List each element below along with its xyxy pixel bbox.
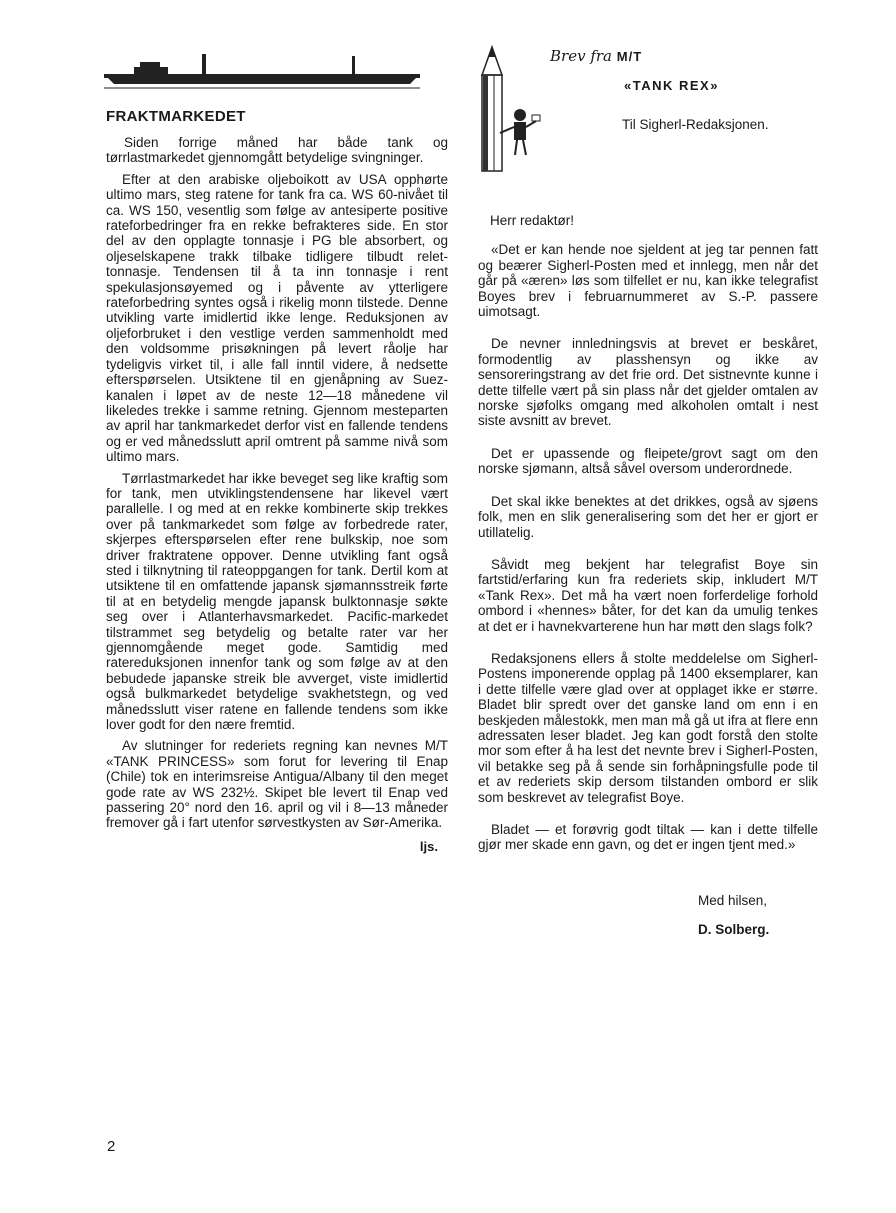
article-paragraph: Av slutninger for rederiets regning kan nevnes M/T «TANK PRINCESS» som forut for levering til Enap (Chile) tok en interimsreise Antigua/Albany til den meget gode rate av WS 232½. Skipet ble levert til Enap ved passering 20° nord den 16. april og vil i 8—13 måneder fremover gå i fart utenfor sørvestkysten av Sør-Amerika.: [106, 738, 448, 831]
tanker-ship-illustration: [104, 50, 422, 92]
letter-paragraph: Såvidt meg bekjent har telegrafist Boye sin fartstid/erfaring kun fra rederiets skip, inkludert M/T «Tank Rex». Det må ha vært noen forferdelige forhold ombord i «hennes» båter, for det kan da umulig tenkes at det er i havnekvarterene hun har møtt den slags folk?: [478, 556, 818, 634]
article-title: FRAKTMARKEDET: [106, 108, 246, 125]
letter-addressee: Til Sigherl-Redaksjonen.: [622, 117, 769, 132]
letter-body: [478, 213, 818, 853]
letter-paragraph: «Det er kan hende noe sjeldent at jeg tar pennen fatt og beærer Sigherl-Posten med et innlegg, men når det går på «æren» løs som tilfellet er nu, kan ikke telegrafist Boyes brev i februarnummeret av S.-P. passere uimotsagt.: [478, 242, 818, 320]
article-paragraph: Efter at den arabiske oljeboikott av USA opphørte ultimo mars, steg ratene for tank fra ca. WS 60-nivået til ca. WS 150, vesentlig som følge av antesiperte positive rateforbedringer fra en rekke befrakteres side. En stor del av den opplagte tonnasje i PG ble absorbert, og oljeselskapene trakk tilbake tidligere tilbudt relet-tonnasje. Tendensen til å ta inn tonnasje i rent spekulasjonsøyemed og i påvente av ytterligere rateforbedring syntes også i rikelig monn tilstede. Denne utvikling varte imidlertid ikke lenge. Reduksjonen av oljeforbruket i den vestlige verden sammenholdt med den voldsomme prisøkningen på levert råolje har tydeligvis virket til, i alle fall inntil videre, å nedsette efterspørselen. Utsiktene til en gjenåpning av Suez-kanalen i løpet av de neste 12—18 månedene vil likeledes trekke i samme retning. Gjennom mesteparten av april har tankmarkedet derfor vist en fallende tendens og er ved månedsslutt april omtrent på samme nivå som ultimo mars.: [106, 171, 448, 465]
article-fraktmarkedet: [106, 50, 448, 854]
letter-heading-script: Brev fra: [550, 47, 612, 65]
page-number: 2: [107, 1138, 116, 1155]
article-signature: ljs.: [419, 838, 438, 854]
letter-paragraph: De nevner innledningsvis at brevet er beskåret, formodentlig av plasshensyn og ikke av sensoreringstrang av det frie ord. Det sistnevnte kunne i dette tilfelle vært på sin plass når det gjelder omtalen av norske sjøfolks omgang med alkoholen omtalt i nest siste avsnitt av brevet.: [478, 336, 818, 429]
letter-closing: [478, 893, 818, 937]
letter-salutation: Herr redaktør!: [490, 213, 575, 228]
letter-paragraph: Bladet — et forøvrig godt tiltak — kan i dette tilfelle gjør mer skade enn gavn, og det er ingen tjent med.»: [478, 822, 818, 853]
closing-greeting: Med hilsen,: [698, 892, 768, 908]
letter-paragraph: Det er upassende og fleipete/grovt sagt om den norske sjømann, altså såvel oversom underordnede.: [478, 445, 818, 477]
letter-header: [478, 45, 818, 165]
letter-tank-rex: [478, 45, 818, 937]
letter-heading: [550, 47, 642, 65]
ship-name: «TANK REX»: [624, 78, 719, 93]
pencil-cartoon-icon: [478, 45, 548, 173]
letter-signer: D. Solberg.: [698, 921, 770, 937]
article-paragraph: Tørrlastmarkedet har ikke beveget seg like kraftig som for tank, men utviklingstendensene har likevel vært parallelle. I og med at en rekke kombinerte skip trekkes over på tankmarkedet som følge av forbedrede rater, skjerpes efterspørselen efter rene bulkskip, noe som driver fraktratene oppover. Denne utvikling fant også sted i tilknytning til rateoppgangen for tank. Dertil kom at utsiktene til en omfattende japansk sjømannsstreik førte til at en betydelig mengde japansk bulktonnasje søkte seg over i Atlanterhavsmarkedet. Pacific-markedet tilstrammet seg betydelig og betalte rater var her gjennomgående meget gode. Samtidig med ratereduksjonen innenfor tank og som følge av at den bebudede japanske streik ble avverget, viste imidlertid også bulkmarkedet betydelige svakhetstegn, og ved månedsslutt viser ratene en fallende tendens som ikke lover godt for den nære fremtid.: [106, 470, 448, 733]
letter-paragraph: Det skal ikke benektes at det drikkes, også av sjøens folk, men en slik generalisering som det her er gjort er utillatelig.: [478, 493, 818, 540]
letter-paragraph: Redaksjonens ellers å stolte meddelelse om Sigherl-Postens imponerende opplag på 1400 eksemplarer, kan i dette tilfelle være glad over at opplaget ikke er større. Bladet blir spredt over det ganske land om enn i en beskjeden målestokk, men man må gå ut ifra at flere enn adressaten leser bladet. Jeg kan godt forstå den stolte mor som efter å ha lest det nevnte brev i Sigherl-Posten, vil betakke seg på å sende sin forhåpningsfulle pode til et av rederiets skip dersom tilstanden ombord er slik som beskrevet av telegrafist Boye.: [478, 650, 818, 805]
article-paragraph: Siden forrige måned har både tank og tørrlastmarkedet gjennomgått betydelige svingninger.: [106, 135, 448, 166]
letter-heading-mt: M/T: [616, 49, 643, 64]
